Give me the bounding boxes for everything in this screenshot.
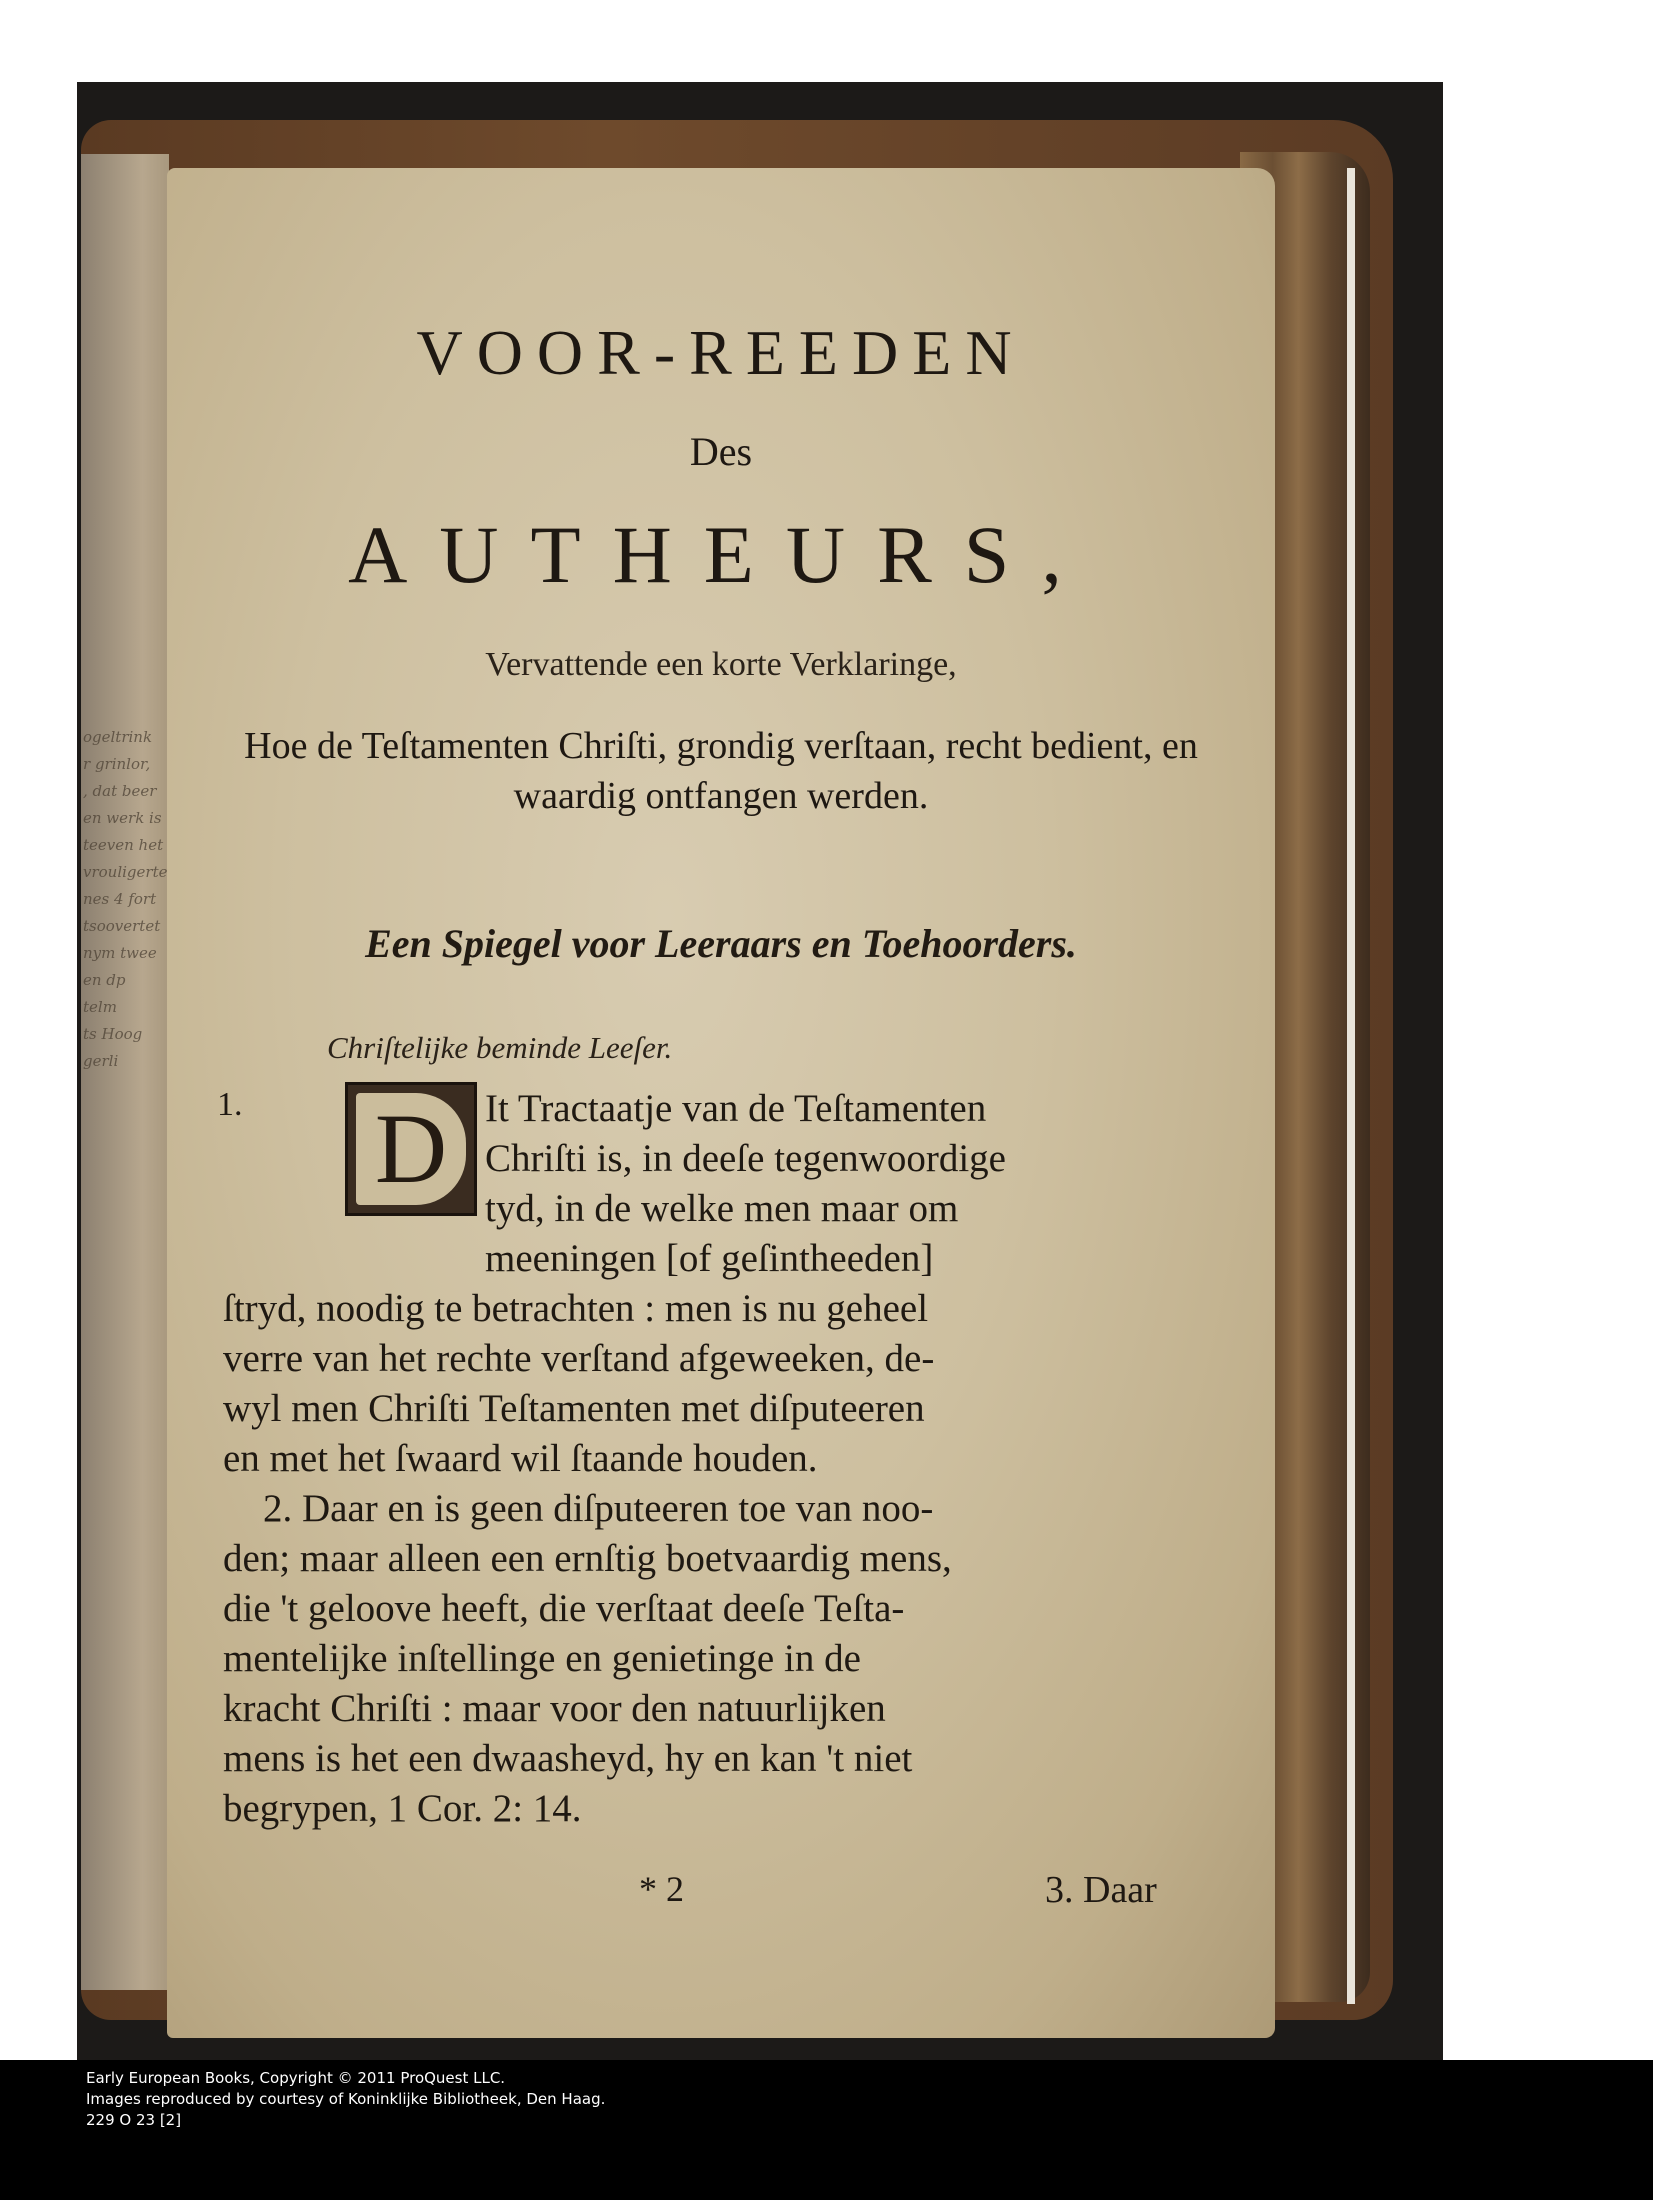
subtitle: Vervattende een korte Verklaringe, bbox=[485, 646, 957, 683]
para2-line: begrypen, 1 Cor. 2: 14. bbox=[223, 1787, 582, 1830]
signature-mark: * 2 bbox=[639, 1869, 684, 1909]
salutation: Chriſtelijke beminde Leeſer. bbox=[327, 1030, 673, 1065]
book-scan bbox=[77, 82, 1443, 2060]
para2-line: kracht Chriſti : maar voor den natuurlijken bbox=[223, 1687, 886, 1730]
page-edge-strip bbox=[1347, 168, 1355, 2004]
facing-page-edge bbox=[81, 154, 169, 1990]
para1-line: meeningen [of geſintheeden] bbox=[485, 1237, 934, 1280]
para1-line: Chriſti is, in deeſe tegenwoordige bbox=[485, 1137, 1006, 1180]
para1-line: wyl men Chriſti Teſtamenten met diſputeeren bbox=[223, 1387, 925, 1430]
para2-line: mentelijke inſtellinge en genietinge in de bbox=[223, 1637, 861, 1680]
para1-line: tyd, in de welke men maar om bbox=[485, 1187, 959, 1230]
decorated-initial bbox=[345, 1082, 477, 1216]
page-heading-2: Des bbox=[689, 429, 753, 474]
catchword: 3. Daar bbox=[1045, 1869, 1157, 1911]
caption-line-1: Early European Books, Copyright © 2011 ProQuest LLC. bbox=[86, 2069, 506, 2087]
para1-line: verre van het rechte verſtand afgeweeken, de- bbox=[223, 1337, 935, 1380]
para1-line: It Tractaatje van de Teſtamenten bbox=[485, 1087, 987, 1130]
description: Hoe de Teſtamenten Chriſti, grondig verſtaan, recht bedient, en waardig ontfangen werden. bbox=[244, 725, 1198, 817]
paragraph-1-number: 1. bbox=[217, 1086, 243, 1123]
caption-line-2: Images reproduced by courtesy of Koninklijke Bibliotheek, Den Haag. bbox=[86, 2090, 606, 2108]
para2-line: den; maar alleen een ernſtig boetvaardig mens, bbox=[223, 1537, 952, 1580]
motto: Een Spiegel voor Leeraars en Toehoorders. bbox=[365, 921, 1077, 966]
para2-line: 2. Daar en is geen diſputeeren toe van noo- bbox=[263, 1487, 934, 1530]
para1-line: ſtryd, noodig te betrachten : men is nu geheel bbox=[223, 1287, 929, 1330]
para1-line: en met het ſwaard wil ſtaande houden. bbox=[223, 1437, 818, 1480]
page-heading-1: VOOR-REEDEN bbox=[416, 317, 1026, 388]
initial-letter: D bbox=[356, 1093, 466, 1205]
page-heading-3: AUTHEURS, bbox=[348, 509, 1094, 600]
facing-page-text: ogeltrink r grinlor, , dat beer en werk is teeven het vrouligerte nes 4 fort tsoovertet nym twee en dp telm ts Hoog gerli bbox=[83, 728, 168, 1070]
copyright-caption bbox=[0, 2060, 1653, 2200]
para2-line: mens is het een dwaasheyd, hy en kan 't niet bbox=[223, 1737, 913, 1780]
caption-line-3: 229 O 23 [2] bbox=[86, 2111, 182, 2129]
book-page bbox=[167, 168, 1275, 2038]
para2-line: die 't geloove heeft, die verſtaat deeſe Teſta- bbox=[223, 1587, 905, 1630]
